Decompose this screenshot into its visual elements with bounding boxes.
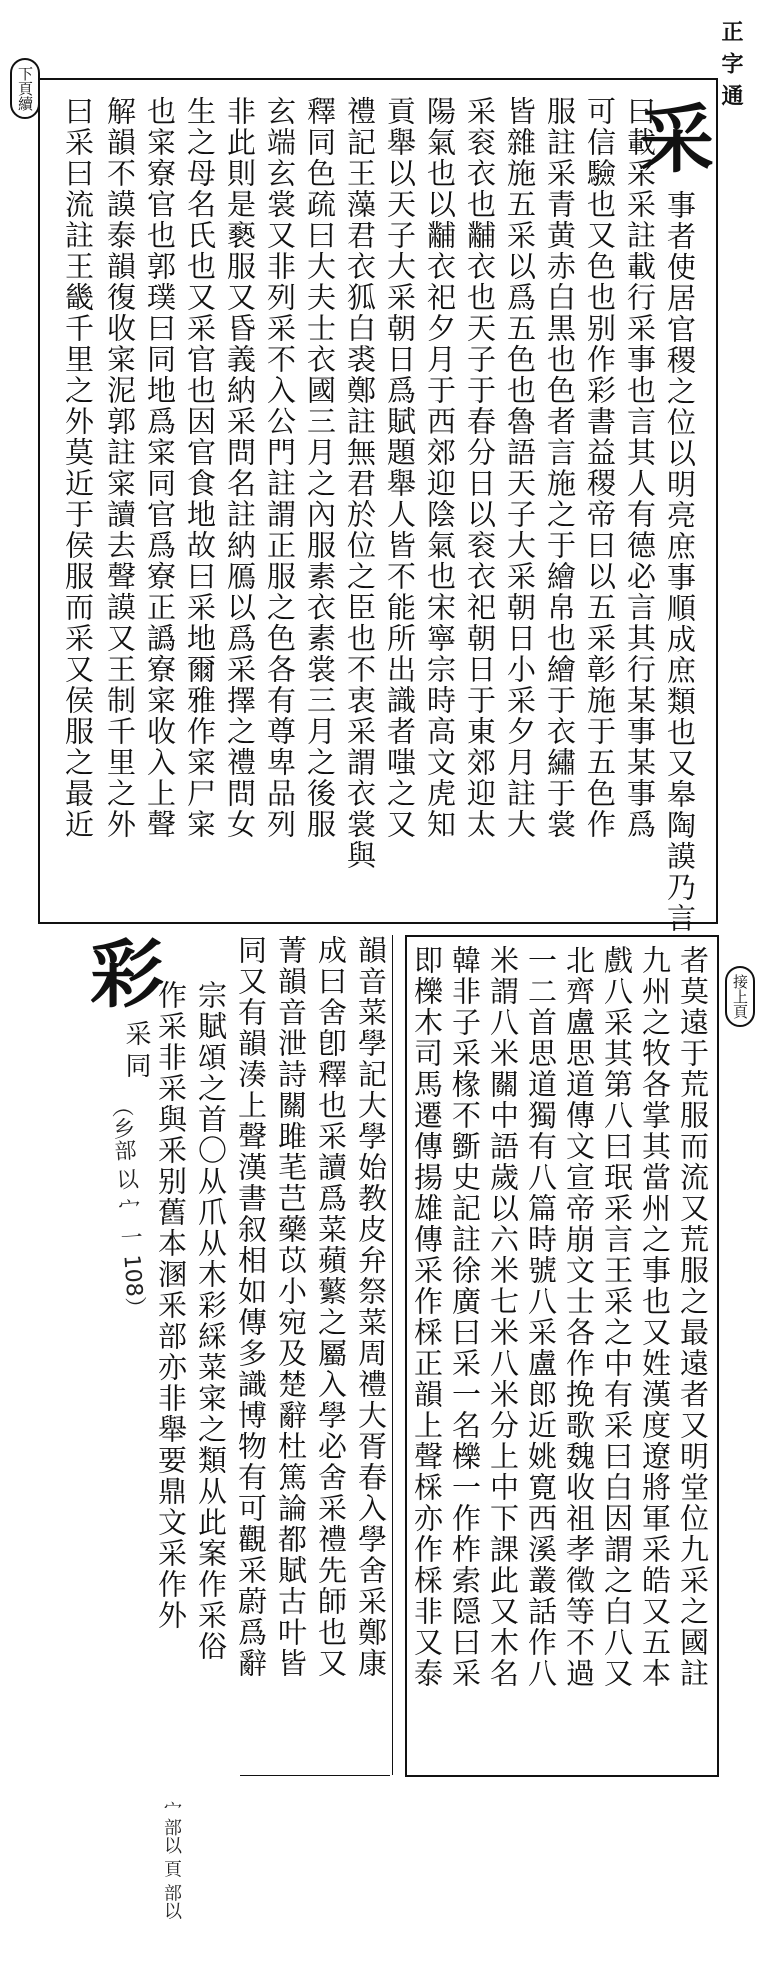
entry-three-column-2: 成曰舍卽釋也采讀爲菜蘋蘩之屬入學必舍采禮先師也又: [314, 935, 348, 1679]
entry-three-column-5: 宗賦頌之首〇从爪从木彩綵菜寀之類从此案作采俗: [194, 980, 228, 1662]
entry-two-column-4: 北齊盧思道傳文宣帝崩文士各作挽歌魏收祖孝徵等不過: [562, 945, 596, 1689]
entry-one-column-3: 可信驗也又色也别作彩書益稷帝曰以五采彰施于五色作: [583, 96, 617, 840]
entry-one-column-11: 玄端玄裳又非列采不入公門註謂正服之色各有尊卑品列: [263, 96, 297, 840]
entry-two-column-8: 即櫟木司馬遷傳揚雄傳采作棌正韻上聲棌亦作棌非又泰: [410, 945, 444, 1689]
entry-two-column-2: 九州之牧各掌其當州之事也又姓漢度遼將軍采皓又五本: [638, 945, 672, 1689]
entry-variant-note: 采同: [121, 1020, 151, 1084]
continued-next-page-badge: 下頁續: [10, 58, 40, 119]
entry-three-column-3: 菁韻音泄詩關雎芼芑藥苡小宛及楚辭杜篤論都賦古叶皆: [274, 935, 308, 1679]
entry-one-column-4: 服註采青黄赤白黒也色者言施之于繪帛也繪于衣繡于裳: [543, 96, 577, 840]
entry-one-column-7: 陽氣也以黼衣祀夕月于西郊迎陰氣也宋寧宗時高文虎知: [423, 96, 457, 840]
lower-divider-line: [392, 935, 393, 1775]
entry-two-column-7: 韓非子采椽不斵史記註徐廣曰采一名櫟一作柞索隠曰采: [448, 945, 482, 1689]
entry-one-column-13: 生之母名氏也又采官也因官食地故曰采地爾雅作寀尸寀: [183, 96, 217, 840]
entry-one-column-8: 貢舉以天子大采朝日爲賦題舉人皆不能所出識者嗤之又: [383, 96, 417, 840]
page-header-title: 正字通: [718, 20, 744, 116]
entry-three-column-6: 作采非采與釆别舊本溷釆部亦非舉要鼎文采作外: [154, 980, 188, 1631]
continued-from-previous-page-badge: 接上頁: [725, 966, 755, 1027]
entry-three-underline: [240, 1775, 390, 1776]
entry-one-column-1: 事者使居官稷之位以明亮庶事順成庶類也又皋陶謨乃言: [663, 190, 697, 934]
entry-one-column-9: 禮記王藻君衣狐白裘鄭註無君於位之臣也不衷采謂衣裳與: [343, 96, 377, 871]
entry-two-column-6: 米謂八米關中語歲以六米七米八米分上中下課此又木名: [486, 945, 520, 1689]
entry-one-column-12: 非此則是褻服又昏義納采問名註納鴈以爲采擇之禮問女: [223, 96, 257, 840]
entry-two-column-5: 一二首思道獨有八篇時號八采盧郎近姚寛西溪叢話作八: [524, 945, 558, 1689]
entry-one-column-15: 解韻不謨泰韻復收寀泥郭註寀讀去聲謨又王制千里之外: [103, 96, 137, 840]
entry-two-column-3: 戲八采其第八曰珉采言王采之中有采曰白因謂之白八又: [600, 945, 634, 1689]
entry-one-column-5: 皆雜施五采以爲五色也魯語天子大采朝日小采夕月註大: [503, 96, 537, 840]
entry-headword-cai-variant: 彩: [90, 932, 164, 1018]
entry-one-column-6: 采衮衣也黼衣也天子于春分日以衮衣祀朝日于東郊迎太: [463, 96, 497, 840]
entry-one-column-14: 也寀寮官也郭璞曰同地爲寀同官爲寮正譌寮寀收入上聲: [143, 96, 177, 840]
handwritten-radical-note: （乡部 以 宀 一 108）: [107, 1094, 148, 1320]
entry-three-column-4: 同又有韻湊上聲漢書叙相如傳多識博物有可觀采蔚爲辭: [234, 935, 268, 1679]
entry-one-column-16: 曰采曰流註王畿千里之外莫近于侯服而采又侯服之最近: [61, 96, 95, 840]
entry-one-column-2: 曰載采采註載行采事也言其人有德必言其行某事某事爲: [623, 96, 657, 840]
entry-two-column-1: 者莫遠于荒服而流又荒服之最遠者又明堂位九采之國註: [676, 945, 710, 1689]
entry-headword-cai: 采: [640, 97, 714, 183]
handwritten-bottom-note: 宀部以 頁 部以: [161, 1800, 182, 1920]
entry-one-column-10: 釋同色疏曰大夫士衣國三月之內服素衣素裳三月之後服: [303, 96, 337, 840]
entry-three-column-1: 韻音菜學記大學始教皮弁祭菜周禮大胥春入學舍采鄭康: [354, 935, 388, 1679]
